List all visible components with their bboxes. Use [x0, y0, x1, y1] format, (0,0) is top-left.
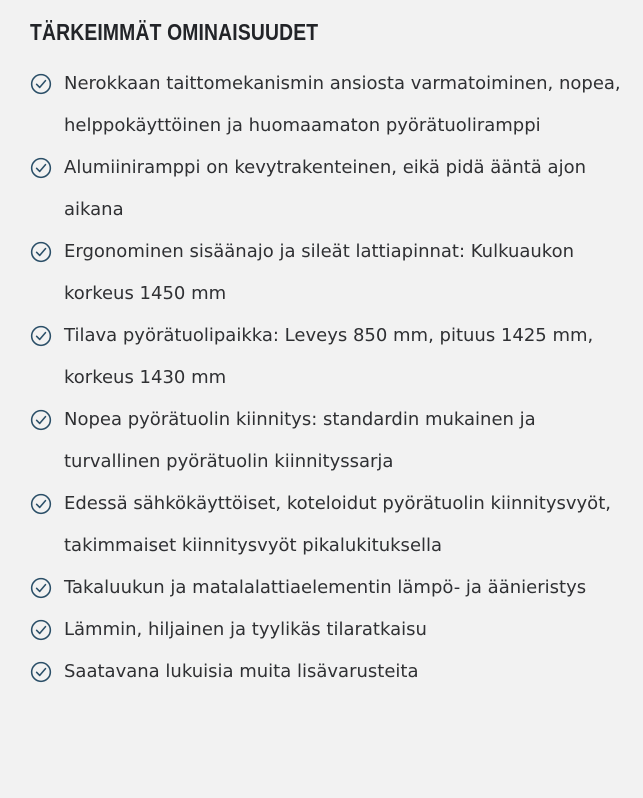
feature-item [30, 315, 623, 399]
check-circle-icon [30, 661, 52, 683]
check-circle-icon [30, 409, 52, 431]
feature-text: Lämmin, hiljainen ja tyylikäs tilaratkaisu [64, 619, 427, 640]
feature-text: Saatavana lukuisia muita lisävarusteita [64, 661, 419, 682]
feature-text: Alumiiniramppi on kevytrakenteinen, eikä pidä ääntä ajon aikana [64, 157, 586, 220]
feature-text: Ergonominen sisäänajo ja sileät lattiapinnat: Kulkuaukon korkeus 1450 mm [64, 241, 575, 304]
feature-list [30, 63, 623, 693]
check-circle-icon [30, 619, 52, 641]
feature-text: Tilava pyörätuolipaikka: Leveys 850 mm, pituus 1425 mm, korkeus 1430 mm [64, 325, 594, 388]
feature-text: Nopea pyörätuolin kiinnitys: standardin mukainen ja turvallinen pyörätuolin kiinnityssarja [64, 409, 536, 472]
check-circle-icon [30, 577, 52, 599]
feature-item [30, 147, 623, 231]
feature-text: Edessä sähkökäyttöiset, koteloidut pyörätuolin kiinnitysvyöt, takimmaiset kiinnitysvyöt pikalukituksella [64, 493, 611, 556]
section-title: TÄRKEIMMÄT OMINAISUUDET [30, 19, 319, 45]
check-circle-icon [30, 73, 52, 95]
check-circle-icon [30, 241, 52, 263]
feature-item [30, 483, 623, 567]
feature-text: Nerokkaan taittomekanismin ansiosta varmatoiminen, nopea, helppokäyttöinen ja huomaamaton pyörätuoliramppi [64, 73, 621, 136]
feature-item [30, 399, 623, 483]
feature-item [30, 231, 623, 315]
check-circle-icon [30, 493, 52, 515]
feature-item [30, 63, 623, 147]
check-circle-icon [30, 325, 52, 347]
feature-item [30, 651, 623, 693]
feature-item [30, 609, 623, 651]
check-circle-icon [30, 157, 52, 179]
feature-item [30, 567, 623, 609]
feature-text: Takaluukun ja matalalattiaelementin lämpö- ja äänieristys [64, 577, 587, 598]
